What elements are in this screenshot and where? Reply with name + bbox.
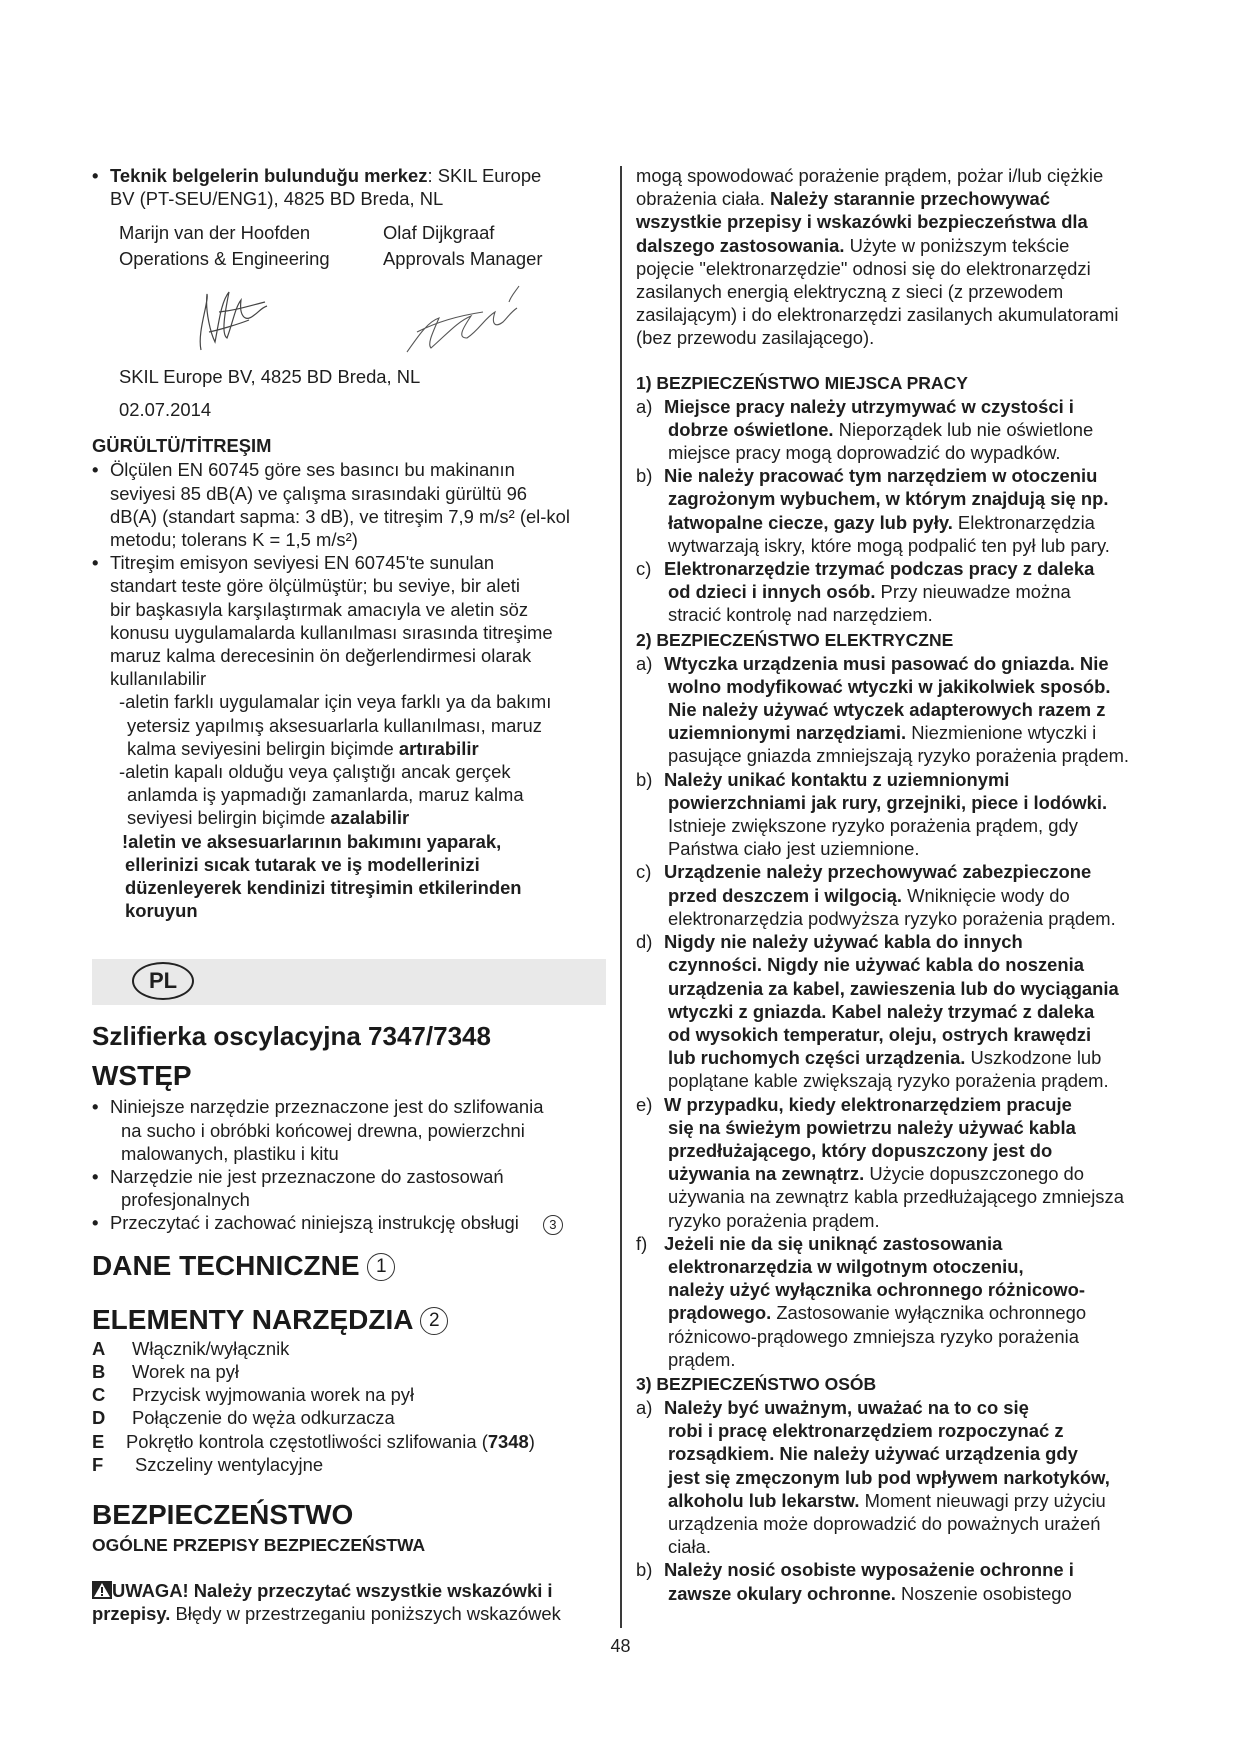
safety-heading: BEZPIECZEŃSTWO (92, 1498, 354, 1530)
safety-item: b) Nie należy pracować tym narzędziem w otoczeniu zagrożonym wybuchem, w którym znajdują się np. łatwopalne ciecze, gazy lub pyły. Elektronarzędzia wytwarzają iskry, które mogą podpalić ten pył lub pary. (636, 465, 1110, 556)
item-label: a) (636, 1396, 653, 1418)
item-label: a) (636, 395, 653, 417)
section-3-items (636, 1396, 1159, 1605)
item-label: b) (636, 465, 653, 487)
signature-row (92, 272, 606, 364)
safety-item: d) Nigdy nie należy używać kabla do innych czynności. Nigdy nie używać kabla do noszenia urządzenia za kabel, zawieszenia lub do wyciągania wtyczki z gniazda. Kabel należy trzymać z daleka od wysokich temperatur, oleju, ostrych krawędzi lub ruchomych części urządzenia. Uszkodzone lub poplątane kable zwiększają ryzyko porażenia prądem. (636, 931, 1119, 1092)
part-c: C Przycisk wyjmowania worek na pył (92, 1384, 415, 1406)
intro-bullet-1: • Niniejsze narzędzie przeznaczone jest do szlifowania na sucho i obróbki końcowej drewna, powierzchni malowanych, plastiku i kitu (92, 1095, 606, 1165)
safety-item: f) Jeżeli nie da się uniknąć zastosowania elektronarzędzia w wilgotnym otoczeniu, należy użyć wyłącznika ochronnego różnicowo- prądowego. Zastosowanie wyłącznika ochronnego różnicowo-prądowego zmniejsza ryzyko porażenia prądem. (636, 1232, 1087, 1370)
warning-paragraph: UWAGA! Należy przeczytać wszystkie wskazówki i przepisy. Błędy w przestrzeganiu poniższych wskazówek (92, 1579, 561, 1625)
company-date (92, 364, 606, 430)
parts-list (92, 1337, 606, 1476)
safety-item: b) Należy nosić osobiste wyposażenie ochronne i zawsze okulary ochronne. Noszenie osobistego (636, 1559, 1074, 1604)
figure-ref-2: 2 (420, 1307, 448, 1335)
safety-subheading: OGÓLNE PRZEPISY BEZPIECZEŃSTWA (92, 1534, 426, 1555)
safety-item: a) Miejsce pracy należy utrzymywać w czystości i dobrze oświetlone. Nieporządek lub nie oświetlone miejsce pracy mogą doprowadzić do wypadków. (636, 395, 1094, 464)
signatory-2-title: Approvals Manager (383, 248, 543, 270)
noise-sub-2: -aletin kapalı olduğu veya çalıştığı ancak gerçek anlamda iş yapmadığı zamanlarda, maruz kalma seviyesi belirgin biçimde azalabilir (119, 761, 524, 829)
figure-ref-3: 3 (543, 1215, 563, 1235)
tech-docs-bullet: • Teknik belgelerin bulunduğu merkez: SKIL Europe (92, 164, 606, 187)
right-column (636, 164, 1159, 1605)
general-intro: mogą spowodować porażenie prądem, pożar i/lub ciężkie obrażenia ciała. Należy starannie przechowywać wszystkie przepisy i wskazówki bezpieczeństwa dla dalszego zastosowania. Użyte w poniższym tekście pojęcie "elektronarzędzie" odnosi się do elektronarzędzi zasilanych energią elektryczną z sieci (z przewodem zasilającym) i do elektronarzędzi zasilanych akumulatorami (bez przewodu zasilającego). (636, 165, 1119, 349)
section-2-items (636, 652, 1159, 1371)
item-label: b) (636, 1559, 653, 1581)
elements-heading: ELEMENTY NARZĘDZIA 2 (92, 1303, 606, 1337)
warning-icon (92, 1581, 112, 1599)
language-band (92, 959, 606, 1005)
safety-item: c) Urządzenie należy przechowywać zabezpieczone przed deszczem i wilgocią. Wniknięcie wody do elektronarzędzia podwyższa ryzyko porażenia prądem. (636, 861, 1116, 929)
noise-sub-1: -aletin farklı uygulamalar için veya farklı ya da bakımı yetersiz yapılmış aksesuarlarla kullanılması, maruz kalma seviyesini belirgin biçimde artırabilir (119, 691, 552, 759)
product-title: Szlifierka oscylacyjna 7347/7348 (92, 1021, 491, 1052)
company-address: SKIL Europe BV, 4825 BD Breda, NL (119, 366, 421, 388)
item-label: d) (636, 931, 653, 953)
safety-item: e) W przypadku, kiedy elektronarzędziem pracuje się na świeżym powietrzu należy używać kabla przedłużającego, który dopuszczony jest do używania na zewnątrz. Użycie dopuszczonego do używania na zewnątrz kabla przedłużającego zmniejsza ryzyko porażenia prądem. (636, 1093, 1124, 1231)
figure-ref-1: 1 (367, 1253, 395, 1281)
safety-item: a) Należy być uważnym, uważać na to co się robi i pracę elektronarzędziem rozpoczynać z rozsądkiem. Nie należy używać urządzenia gdy jest się zmęczonym lub pod wpływem narkotyków, alkoholu lub lekarstw. Moment nieuwagi przy użyciu urządzenia może doprowadzić do poważnych urażeń ciała. (636, 1396, 1110, 1558)
language-badge: PL (132, 962, 194, 1000)
signatory-1-name: Marijn van der Hoofden (119, 222, 311, 244)
signatory-2-name: Olaf Dijkgraaf (383, 222, 495, 244)
page-number: 48 (610, 1636, 631, 1656)
intro-heading: WSTĘP (92, 1060, 192, 1092)
noise-bullet-2: • Titreşim emisyon seviyesi EN 60745'te sunulan standart teste göre ölçülmüştür; bu seviye, bir aleti bir başkasıyla karşılaştırmak amacıyla ve aletin söz konusu uygulamalarda kullanılması sırasında titreşime maruz kalma derecesinin ön değerlendirmesi olarak kullanılabilir (92, 551, 606, 690)
section-1-items (636, 395, 1159, 627)
noise-advice: !aletin ve aksesuarlarının bakımını yaparak, ellerinizi sıcak tutarak ve iş modellerinizi düzenleyerek kendinizi titreşimin etkilerinden koruyun (122, 830, 522, 922)
part-d: D Połączenie do węża odkurzacza (92, 1407, 395, 1429)
signatories (92, 220, 606, 272)
safety-item: a) Wtyczka urządzenia musi pasować do gniazda. Nie wolno modyfikować wtyczki w jakikolwiek sposób. Nie należy używać wtyczek adapterowych razem z uziemnionymi narzędziami. Niezmienione wtyczki i pasujące gniazda zmniejszają ryzyko porażenia prądem. (636, 652, 1130, 767)
safety-item: c) Elektronarzędzie trzymać podczas pracy z daleka od dzieci i innych osób. Przy nieuwadze można stracić kontrolę nad narzędziem. (636, 558, 1095, 626)
signatory-1-title: Operations & Engineering (119, 248, 330, 270)
noise-bullet-1: • Ölçülen EN 60745 göre ses basıncı bu makinanın seviyesi 85 dB(A) ve çalışma sırasındaki gürültü 96 dB(A) (standart sapma: 3 dB), ve titreşim 7,9 m/s² (el-kol metodu; tolerans K = 1,5 m/s²) (92, 458, 606, 551)
item-label: f) (636, 1232, 648, 1254)
item-label: c) (636, 861, 652, 883)
part-f: F Szczeliny wentylacyjne (92, 1453, 324, 1475)
safety-item: b) Należy unikać kontaktu z uziemnionymi powierzchniami jak rury, grzejniki, piece i lodówki. Istnieje zwiększone ryzyko porażenia prądem, gdy Państwa ciało jest uziemnione. (636, 768, 1108, 860)
item-label: c) (636, 558, 652, 580)
left-column (92, 164, 606, 1625)
signature-1 (149, 272, 299, 364)
item-label: e) (636, 1093, 653, 1115)
section-2-heading: 2) BEZPIECZEŃSTWO ELEKTRYCZNE (636, 629, 954, 650)
item-label: b) (636, 768, 653, 790)
section-3-heading: 3) BEZPIECZEŃSTWO OSÓB (636, 1373, 877, 1394)
part-a: A Włącznik/wyłącznik (92, 1337, 290, 1359)
tech-docs-address: BV (PT-SEU/ENG1), 4825 BD Breda, NL (110, 188, 444, 210)
declaration-date: 02.07.2014 (119, 399, 212, 421)
tech-data-heading: DANE TECHNICZNE 1 (92, 1249, 606, 1283)
intro-bullet-3: • Przeczytać i zachować niniejszą instrukcję obsługi 3 (92, 1211, 606, 1234)
signature-2 (387, 272, 537, 364)
column-divider (620, 166, 622, 1628)
part-e: E Pokrętło kontrola częstotliwości szlifowania (7348) (92, 1430, 535, 1452)
item-label: a) (636, 652, 653, 674)
section-1-heading: 1) BEZPIECZEŃSTWO MIEJSCA PRACY (636, 372, 968, 393)
noise-heading: GÜRÜLTÜ/TİTREŞIM (92, 435, 272, 457)
intro-bullet-2: • Narzędzie nie jest przeznaczone do zastosowań profesjonalnych (92, 1165, 606, 1211)
part-b: B Worek na pył (92, 1360, 239, 1382)
